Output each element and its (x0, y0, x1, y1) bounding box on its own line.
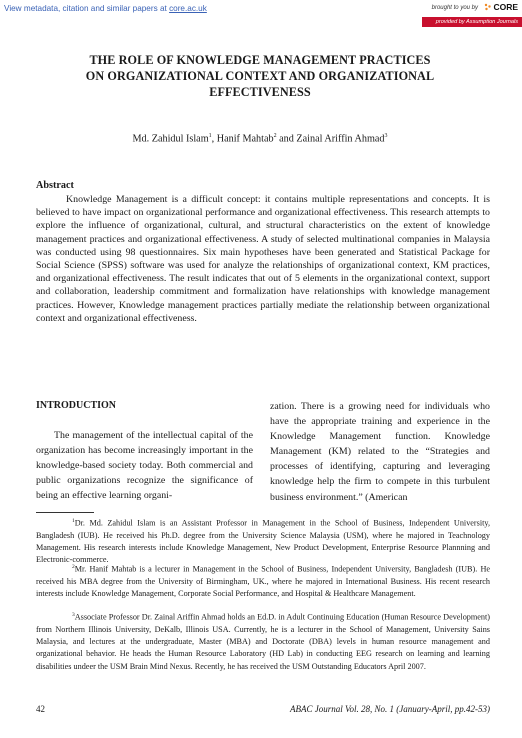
intro-column-right: zation. There is a growing need for individuals who have the appropriate training and experience in the Knowledge Management function. Knowledge Management (KM) related to the “Strategies and processes of identifying, capturing and leveraging knowledge help the firm to compete in this turbulent business environment.” (American (270, 401, 490, 503)
author-marker: 2 (273, 133, 277, 139)
core-logo-text: CORE (493, 2, 518, 12)
footnote-marker: 1 (72, 518, 75, 524)
abstract-text: Knowledge Management is a difficult concept: it contains multiple representations and concepts. It is believed to have impact on organizational performance and organizational effectiveness. This research attempts to explore the influence of organizational, cultural, and structural characteristics on the extent of knowledge management practices and organizational effectiveness. A study of selected multinational companies in Malaysia was conducted using 98 questionnaires. Six main hypotheses have been generated and Statistical Package for Social Science (SPSS) software was used for analyze the relationships of organizational context, KM practices, and organizational effectiveness. The result indicates that out of 5 elements in the organizational context, support and collaboration, leadership commitment and formalization have relationships with knowledge management practices. However, Knowledge management practices partially mediate the relationship between organizational context and organizational effectiveness. (36, 194, 490, 324)
author-name: Zainal Ariffin Ahmad (296, 133, 385, 145)
footnote (36, 515, 490, 567)
footnote-marker: 2 (72, 564, 75, 570)
core-logo[interactable] (484, 2, 518, 12)
footnote-text: Dr. Md. Zahidul Islam is an Assistant Professor in Management in the School of Business, Independent University, Bangladesh (IUB). He received his Ph.D. degree from the University Science Malaysia (USM), where he majored in Teachnology Management. His research interests include Knowledge Management, New Product Development, Enterprise Resource Plannning and Electronic-commerce. (36, 518, 490, 565)
core-banner (0, 0, 522, 17)
core-link-site: core.ac.uk (169, 4, 207, 13)
core-metadata-link[interactable] (4, 4, 207, 13)
author-list (40, 133, 480, 144)
page-number: 42 (36, 704, 45, 714)
title-line: EFFECTIVENESS (209, 85, 311, 99)
footnote (36, 609, 490, 673)
intro-column-left: The management of the intellectual capital of the organization has become increasingly important in the knowledge-based society today. Both commercial and public organizations recognize the significance of being an effective learning organi- (36, 430, 253, 502)
title-line: ON ORGANIZATIONAL CONTEXT AND ORGANIZATIONAL (85, 69, 435, 83)
author-name: Md. Zahidul Islam (132, 133, 209, 145)
article-title (40, 52, 480, 100)
title-line: THE ROLE OF KNOWLEDGE MANAGEMENT PRACTICES (89, 53, 431, 67)
core-logo-icon (484, 3, 492, 11)
author-separator: , (211, 133, 217, 145)
brought-by-label: brought to you by (431, 5, 478, 11)
core-link-prefix: View metadata, citation and similar papers at (4, 4, 170, 13)
author-marker: 3 (384, 133, 388, 139)
abstract-heading: Abstract (36, 180, 74, 191)
footnote-marker: 3 (72, 612, 75, 618)
author-separator: and (276, 133, 297, 145)
introduction-heading: INTRODUCTION (36, 400, 117, 411)
footnote-text: Associate Professor Dr. Zainal Ariffin Ahmad holds an Ed.D. in Adult Continuing Education (Human Resource Development) from Northern Illinois University, DeKalb, Illinois USA. Currently, he is a lecturer in the School of Management, University Sains Malaysia, and lectures at the undergraduate, Master (MBA) and Doctorate (DBA) levels in human resource management and organizational behavior. He heads the Human Resource Laboratory (HD Lab) in conducting EEG research on learning and learning disabilities undeer the USM Brain Mind Nexus. Recently, he has received the USM Outstanding Educators April 2007. (36, 612, 490, 671)
journal-citation: ABAC Journal Vol. 28, No. 1 (January-April, pp.42-53) (290, 704, 490, 714)
provider-label: provided by Assumption Journals (435, 19, 518, 25)
footnote-text: Mr. Hanif Mahtab is a lecturer in Management in the School of Business, Independent University, Bangladesh (IUB). He received his MBA degree from the University of Birmingham, UK., where he majored in International Business. His recent research interests include Knowledge Management, Corporate Social Performance, and Hospital & Healthcare Management. (36, 564, 490, 599)
author-marker: 1 (208, 133, 212, 139)
provider-banner[interactable] (422, 17, 522, 27)
author-name: Hanif Mahtab (216, 133, 274, 145)
footnote (36, 561, 490, 600)
footnote-divider (36, 512, 94, 513)
